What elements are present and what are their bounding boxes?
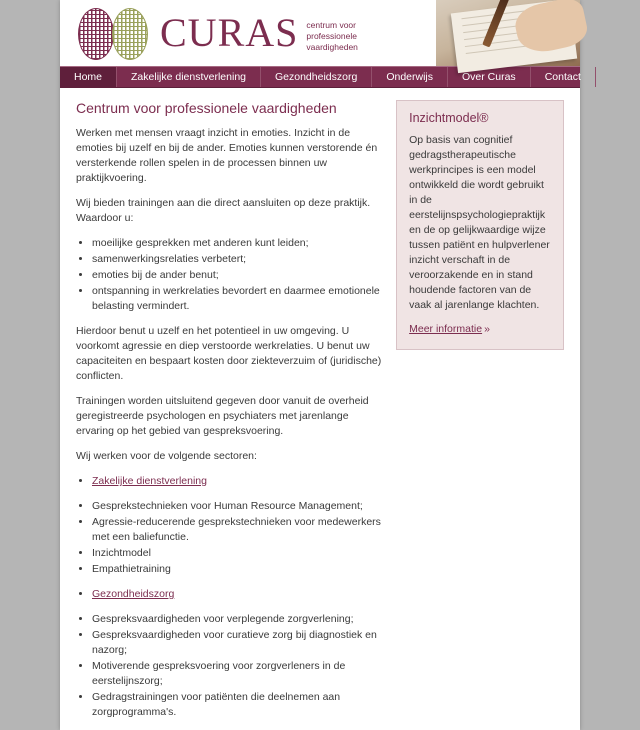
site-container bbox=[60, 0, 580, 730]
logo-fan-icon bbox=[78, 6, 150, 60]
chevron-right-icon: » bbox=[484, 323, 490, 335]
sector-zakelijke-dienstverlening bbox=[76, 474, 382, 577]
panel-title: Inzichtmodel® bbox=[409, 111, 489, 125]
body-paragraph-1: Hierdoor benut u uzelf en het potentieel in uw omgeving. U voorkomt agressie en diep verstoorde werkrelaties. U benut uw capaciteiten en bespaart kosten door ziekteverzuim of (juridische) conflicten. bbox=[76, 325, 382, 382]
header-photo bbox=[436, 0, 580, 66]
sector-items-gezondheidszorg bbox=[76, 612, 382, 720]
list-item: • ontspanning in werkrelaties bevordert en daarmee emotionele belasting vermindert. bbox=[92, 284, 382, 314]
list-item: • Empathietraining bbox=[92, 562, 382, 577]
nav-item-home[interactable]: Home bbox=[60, 67, 117, 87]
logo-tagline-line-3: vaardigheden bbox=[306, 41, 358, 52]
site-logo[interactable] bbox=[78, 6, 358, 60]
sector-heading bbox=[92, 474, 382, 489]
list-item: • Agressie-reducerende gesprekstechnieken voor medewerkers met een baliefunctie. bbox=[92, 515, 382, 545]
list-item: • Gespreksvaardigheden voor verplegende zorgverlening; bbox=[92, 612, 382, 627]
list-item: • Gespreksvaardigheden voor curatieve zorg bij diagnostiek en nazorg; bbox=[92, 628, 382, 658]
nav-item-contact[interactable]: Contact bbox=[531, 67, 596, 87]
intro-paragraph-1: Werken met mensen vraagt inzicht in emoties. Inzicht in de emoties bij uzelf en bij de ander. Emoties kunnen verstorende én versterkende rollen spelen in de processen binnen uw praktijkvoering. bbox=[76, 127, 378, 184]
sector-heading-list bbox=[76, 474, 382, 489]
sector-link-zakelijke-dienstverlening[interactable]: Zakelijke dienstverlening bbox=[92, 475, 207, 487]
main-navigation bbox=[60, 66, 580, 88]
logo-tagline-line-2: professionele bbox=[306, 30, 357, 41]
logo-tagline bbox=[306, 20, 358, 53]
site-header bbox=[60, 0, 580, 66]
body-paragraph-3: Wij werken voor de volgende sectoren: bbox=[76, 450, 257, 462]
main-column bbox=[76, 100, 396, 730]
list-item: • Gedragstrainingen voor patiënten die deelnemen aan zorgprogramma's. bbox=[92, 690, 382, 720]
list-item: • moeilijke gesprekken met anderen kunt leiden; bbox=[92, 236, 382, 251]
sector-heading bbox=[92, 587, 382, 602]
intro-paragraph-2: Wij bieden trainingen aan die direct aansluiten op deze praktijk. Waardoor u: bbox=[76, 197, 371, 224]
more-info-link[interactable] bbox=[409, 323, 490, 335]
panel-text: Op basis van cognitief gedragstherapeutische werkprincipes is een model ontwikkeld die wordt gebruikt in de eerstelijnspsychologiepraktijk en de op gelijkwaardige wijze tussen patiënt en hulpverlener inzicht verschaft in de veroorzakende en in stand houdende factoren van de vaak al jarenlange klachten. bbox=[409, 134, 550, 311]
more-info-label: Meer informatie bbox=[409, 323, 483, 335]
body-paragraph-2: Trainingen worden uitsluitend gegeven door vanuit de overheid geregistreerde psychologen en psychiaters met jarenlange ervaring op het gebied van gespreksvoering. bbox=[76, 395, 369, 437]
nav-item-gezondheidszorg[interactable]: Gezondheidszorg bbox=[261, 67, 372, 87]
list-item: • Gesprekstechnieken voor Human Resource Management; bbox=[92, 499, 382, 514]
logo-wordmark: CURAS bbox=[160, 10, 299, 55]
list-item: • emoties bij de ander benut; bbox=[92, 268, 382, 283]
benefits-list bbox=[76, 236, 382, 314]
list-item: • Inzichtmodel bbox=[92, 546, 382, 561]
page-title: Centrum voor professionele vaardigheden bbox=[76, 100, 337, 116]
page-content bbox=[60, 88, 580, 730]
sector-items-zakelijke-dienstverlening bbox=[76, 499, 382, 577]
logo-tagline-line-1: centrum voor bbox=[306, 19, 356, 30]
list-item: • Motiverende gespreksvoering voor zorgverleners in de eerstelijnszorg; bbox=[92, 659, 382, 689]
sector-heading-list bbox=[76, 587, 382, 602]
sector-gezondheidszorg bbox=[76, 587, 382, 720]
list-item: • samenwerkingsrelaties verbetert; bbox=[92, 252, 382, 267]
nav-item-zakelijke-dienstverlening[interactable]: Zakelijke dienstverlening bbox=[117, 67, 261, 87]
sidebar-column bbox=[396, 100, 564, 730]
sector-link-gezondheidszorg[interactable]: Gezondheidszorg bbox=[92, 588, 175, 600]
nav-item-onderwijs[interactable]: Onderwijs bbox=[372, 67, 448, 87]
nav-item-over-curas[interactable]: Over Curas bbox=[448, 67, 531, 87]
inzichtmodel-panel bbox=[396, 100, 564, 350]
